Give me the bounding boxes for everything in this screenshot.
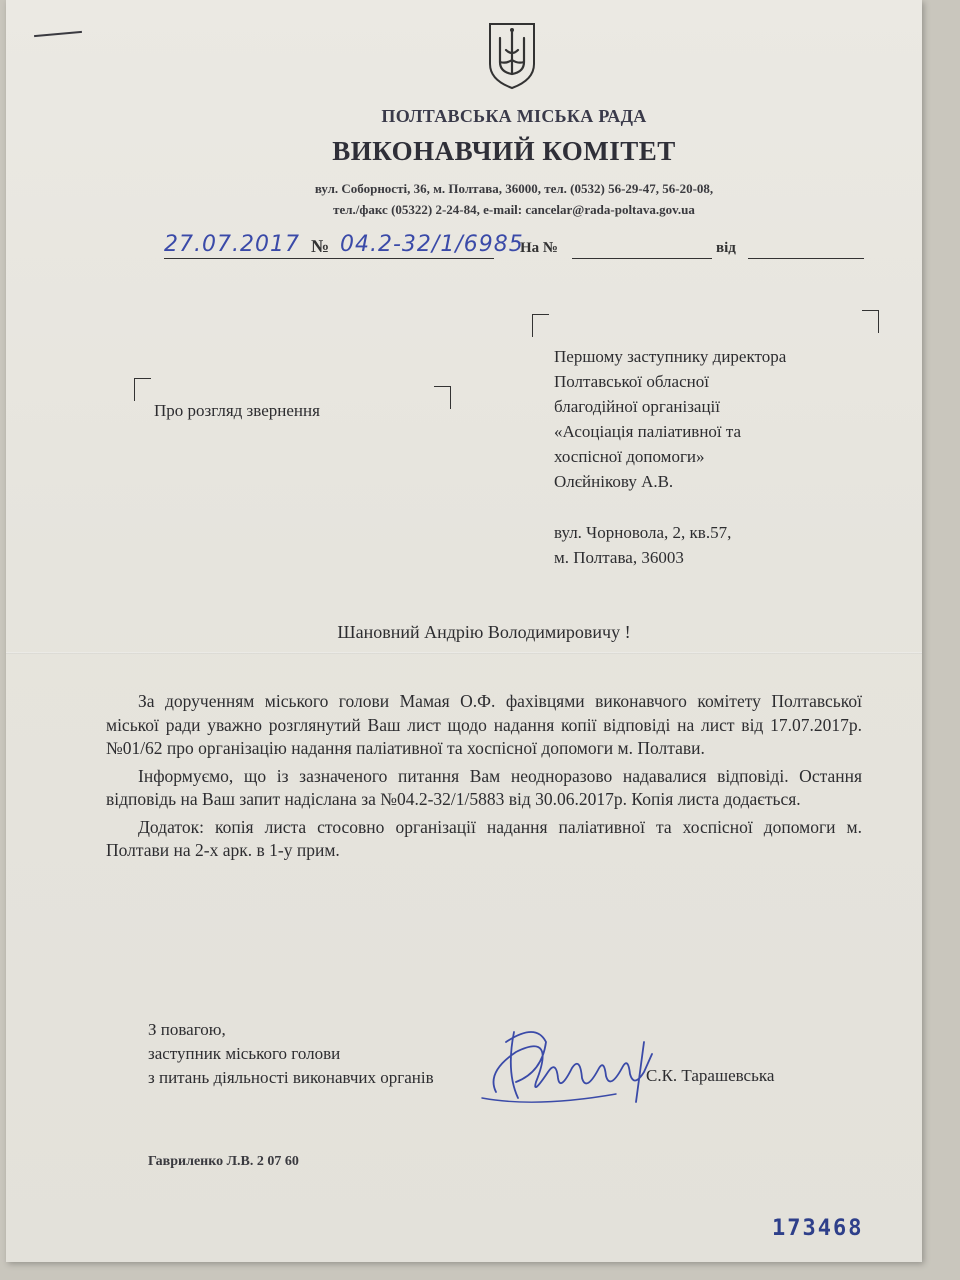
- registration-underline: [164, 258, 494, 259]
- addressee-block: [554, 344, 884, 570]
- addressee-line: благодійної організації: [554, 397, 720, 416]
- handwritten-date: 27.07.2017: [164, 232, 300, 257]
- letterhead-address-line-1: вул. Соборності, 36, м. Полтава, 36000, тел. (0532) 56-29-47, 56-20-08,: [314, 181, 714, 196]
- addressee-street: вул. Чорновола, 2, кв.57,: [554, 523, 732, 542]
- addressee-city: м. Полтава, 36003: [554, 548, 684, 567]
- ref-label: На №: [520, 240, 558, 256]
- subject-bracket-left: [134, 378, 151, 401]
- letterhead-address-line-2: тел./факс (05322) 2-24-84, e-mail: cancelar@rada-poltava.gov.ua: [333, 202, 695, 217]
- addressee-line: Олєйнікову А.В.: [554, 472, 674, 491]
- signer-title-line-2: з питань діяльності виконавчих органів: [148, 1068, 434, 1087]
- addressee-line: хоспісної допомоги»: [554, 447, 705, 466]
- greeting: Шановний Андрію Володимировичу !: [337, 622, 631, 642]
- ref-number-blank: [572, 258, 712, 259]
- addressee-line: «Асоціація паліативної та: [554, 422, 742, 441]
- from-label: від: [716, 240, 736, 256]
- paper-fold-line: [6, 652, 922, 654]
- addressee-bracket-left: [532, 314, 549, 337]
- subject-line: Про розгляд звернення: [154, 401, 320, 420]
- council-name: ПОЛТАВСЬКА МІСЬКА РАДА: [381, 106, 647, 126]
- trident-coat-of-arms-icon: [486, 20, 538, 90]
- subject-bracket-right: [434, 386, 451, 409]
- number-sign: №: [311, 236, 330, 256]
- signer-name: С.К. Тарашевська: [646, 1066, 775, 1085]
- addressee-line: Полтавської обласної: [554, 372, 709, 391]
- body-paragraph: За дорученням міського голови Мамая О.Ф. фахівцями виконавчого комітету Полтавської міської ради уважно розглянутий Ваш лист щодо надання копії відповіді на лист від 17.07.2017р. №01/62 про організацію надання паліативної та хоспісної допомоги м. Полтави.: [106, 691, 862, 758]
- signer-title-line-1: заступник міського голови: [148, 1044, 341, 1063]
- body-paragraph: Додаток: копія листа стосовно організації надання паліативної та хоспісної допомоги м. Полтави на 2-х арк. в 1-у прим.: [106, 816, 862, 860]
- handwritten-signature: [476, 1012, 666, 1112]
- letter-body: [106, 690, 862, 867]
- letter-page: [6, 0, 922, 1262]
- stamped-serial-number: 173468: [772, 1216, 864, 1241]
- closing: З повагою,: [148, 1020, 226, 1039]
- committee-name: ВИКОНАВЧИЙ КОМІТЕТ: [332, 136, 676, 166]
- addressee-bracket-right: [862, 310, 879, 333]
- ref-date-blank: [748, 258, 864, 259]
- pen-mark: [34, 31, 82, 37]
- handwritten-number: 04.2-32/1/6985: [340, 232, 524, 257]
- signature-block: [148, 1018, 434, 1090]
- addressee-line: Першому заступнику директора: [554, 347, 787, 366]
- registration-line: [164, 232, 884, 262]
- executor-contact: Гавриленко Л.В. 2 07 60: [148, 1154, 299, 1169]
- body-paragraph: Інформуємо, що із зазначеного питання Вам неодноразово надавалися відповіді. Остання відповідь на Ваш запит надіслана за №04.2-32/1/5883 від 30.06.2017р. Копія листа додається.: [106, 765, 862, 809]
